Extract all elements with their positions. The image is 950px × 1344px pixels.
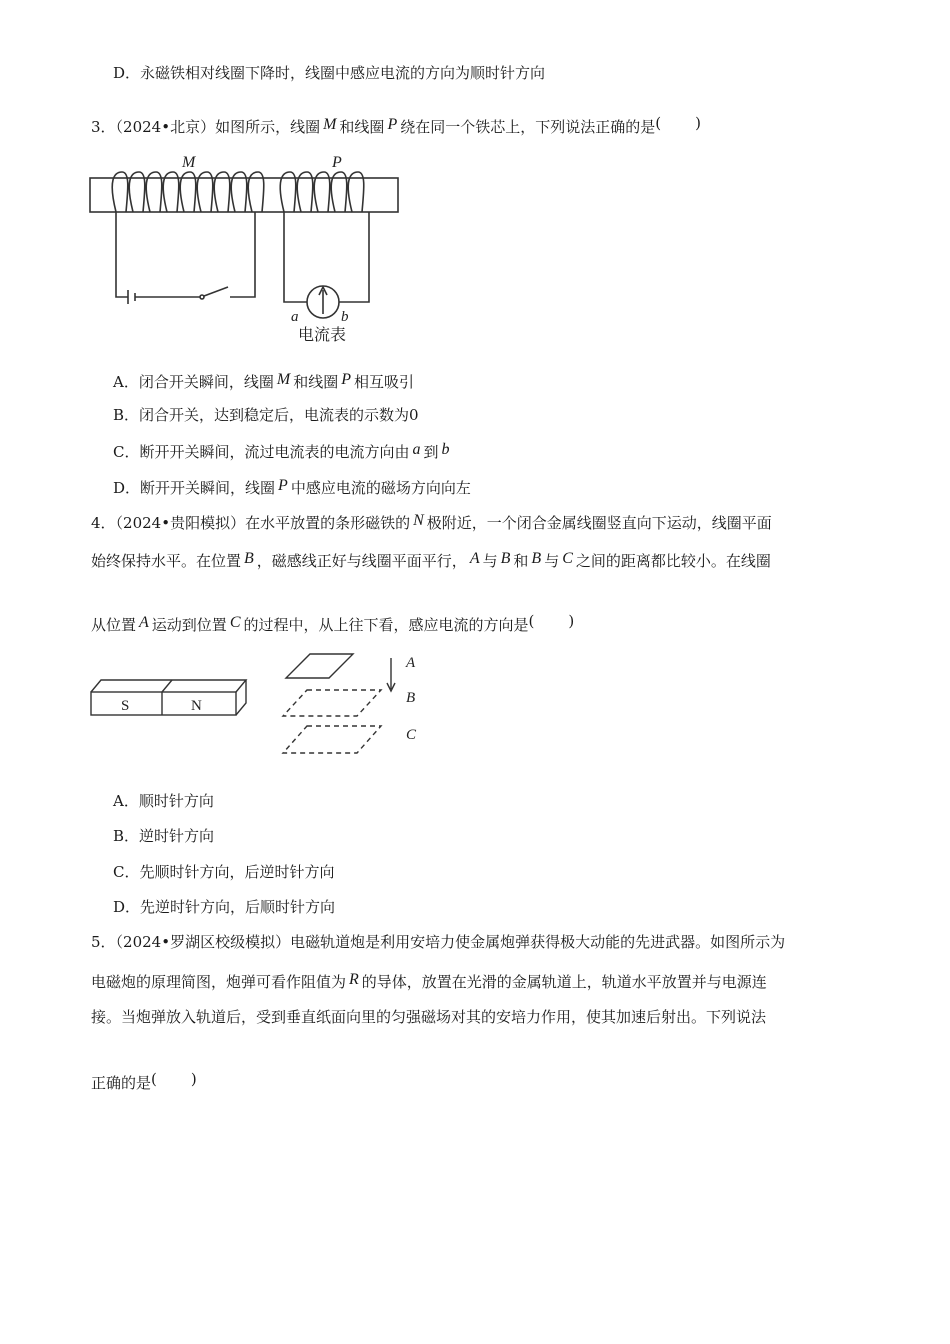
q4-stem-line-1 [91, 510, 772, 534]
stem-text: 和线圈 [339, 118, 385, 136]
var-n: N [413, 512, 424, 529]
circuit-p [284, 212, 369, 318]
stem-text: 极附近，一个闭合金属线圈竖直向下运动，线圈平面 [426, 514, 772, 532]
stem-text: 和 [513, 552, 529, 570]
var-a: A [139, 614, 149, 631]
position-c-label: C [406, 727, 417, 743]
option-letter: A． [113, 373, 139, 391]
q5-stem-line-1 [91, 931, 785, 953]
q4-option-b [113, 825, 214, 847]
question-number: 3． [91, 118, 116, 136]
stem-text: 的过程中，从上往下看，感应电流的方向是 [243, 616, 529, 634]
var-b: B [500, 550, 511, 567]
q5-stem-line-2 [91, 969, 767, 993]
var-r: R [349, 971, 359, 988]
stem-text: 接。当炮弹放入轨道后，受到垂直纸面向里的匀强磁场对其的安培力作用，使其加速后射出。下列说法 [91, 1008, 767, 1026]
option-text: 断开开关瞬间，流过电流表的电流方向由 [139, 443, 410, 461]
stem-text: 在水平放置的条形磁铁的 [245, 514, 411, 532]
var-c: C [562, 550, 573, 567]
stem-text: 电磁炮的原理简图，炮弹可看作阻值为 [91, 973, 347, 991]
ammeter-caption: 电流表 [298, 325, 347, 344]
q4-option-c [113, 861, 335, 883]
answer-paren-open: ( [655, 114, 662, 132]
stem-text: 从位置 [91, 616, 137, 634]
stem-text: 的导体，放置在光滑的金属轨道上，轨道水平放置并与电源连 [361, 973, 767, 991]
option-text: 永磁铁相对线圈下降时，线圈中感应电流的方向为顺时针方向 [140, 64, 546, 82]
option-text: 中感应电流的磁场方向向左 [290, 479, 471, 497]
answer-paren-close: ) [190, 1070, 197, 1088]
question-source: （2024•罗湖区校级模拟） [115, 933, 291, 951]
q4-stem-line-3 [91, 610, 574, 636]
switch-blade [204, 287, 228, 296]
var-p: P [341, 371, 351, 388]
iron-core [90, 178, 398, 212]
q4-magnet-figure [88, 645, 428, 760]
stem-text: 电磁轨道炮是利用安培力使金属炮弹获得极大动能的先进武器。如图所示为 [290, 933, 786, 951]
q3-option-d [113, 475, 471, 499]
q3-option-a [113, 369, 414, 393]
stem-text: 如图所示，线圈 [215, 118, 321, 136]
label-b: b [341, 309, 349, 325]
var-p: P [278, 477, 288, 494]
loop-position-c [283, 726, 381, 753]
option-text: 相互吸引 [353, 373, 414, 391]
option-letter: B． [113, 827, 140, 845]
stem-text: 始终保持水平。在位置 [91, 552, 242, 570]
q4-stem-line-2 [91, 548, 771, 572]
option-text: 和线圈 [293, 373, 339, 391]
answer-paren-open: ( [151, 1070, 157, 1088]
answer-paren-open: ( [528, 612, 535, 630]
option-letter: C． [113, 443, 140, 461]
var-a: a [412, 441, 421, 458]
q3-coil-figure [88, 150, 408, 350]
var-c: C [229, 614, 241, 631]
pole-s-label: S [121, 698, 130, 714]
option-text: 断开开关瞬间，线圈 [140, 479, 276, 497]
stem-text: 正确的是 [91, 1074, 152, 1092]
var-b: B [244, 550, 254, 567]
q4-option-d [113, 896, 335, 918]
answer-paren-close: ) [568, 612, 575, 630]
option-letter: B． [113, 406, 140, 424]
option-letter: C． [113, 863, 140, 881]
stem-text: ，磁感线正好与线圈平面平行， [256, 552, 467, 570]
var-a: A [469, 550, 480, 567]
question-source: （2024•北京） [115, 118, 216, 136]
q2-option-d [113, 62, 545, 84]
var-m: M [323, 116, 337, 133]
option-text: 闭合开关，达到稳定后，电流表的示数为0 [139, 406, 419, 424]
option-letter: A． [113, 792, 139, 810]
switch-contact [200, 295, 204, 299]
loop-position-a [286, 654, 353, 678]
question-source: （2024•贵阳模拟） [115, 514, 246, 532]
stem-text: 绕在同一个铁芯上，下列说法正确的是 [400, 118, 656, 136]
q4-option-a [113, 790, 214, 812]
position-b-label: B [406, 690, 416, 706]
circuit-m [116, 212, 255, 304]
question-number: 5． [91, 933, 116, 951]
var-b: B [531, 550, 542, 567]
option-letter: D． [113, 898, 141, 916]
stem-text: 与 [544, 552, 560, 570]
loop-position-b [283, 690, 381, 716]
q3-option-c [113, 439, 453, 463]
stem-text: 与 [482, 552, 498, 570]
q5-stem-line-3 [91, 1006, 766, 1028]
label-a: a [291, 309, 299, 325]
option-text: 先逆时针方向，后顺时针方向 [140, 898, 336, 916]
stem-text: 运动到位置 [151, 616, 227, 634]
stem-text: 之间的距离都比较小。在线圈 [575, 552, 771, 570]
var-p: P [387, 116, 398, 133]
bar-magnet [91, 680, 246, 715]
answer-paren-close: ) [695, 114, 701, 132]
label-p: P [332, 154, 342, 171]
q5-stem-line-4 [91, 1068, 197, 1094]
option-text: 逆时针方向 [139, 827, 215, 845]
option-letter: D． [113, 64, 141, 82]
question-number: 4． [91, 514, 116, 532]
option-text: 顺时针方向 [138, 792, 214, 810]
option-text: 到 [423, 443, 439, 461]
option-letter: D． [113, 479, 141, 497]
var-m: M [276, 371, 291, 388]
label-m: M [182, 154, 196, 171]
position-a-label: A [406, 655, 416, 671]
option-text: 闭合开关瞬间，线圈 [138, 373, 274, 391]
q3-stem [91, 112, 701, 138]
var-b: b [441, 441, 450, 458]
q3-option-b [113, 404, 419, 426]
option-text: 先顺时针方向，后逆时针方向 [139, 863, 335, 881]
pole-n-label: N [191, 698, 202, 714]
